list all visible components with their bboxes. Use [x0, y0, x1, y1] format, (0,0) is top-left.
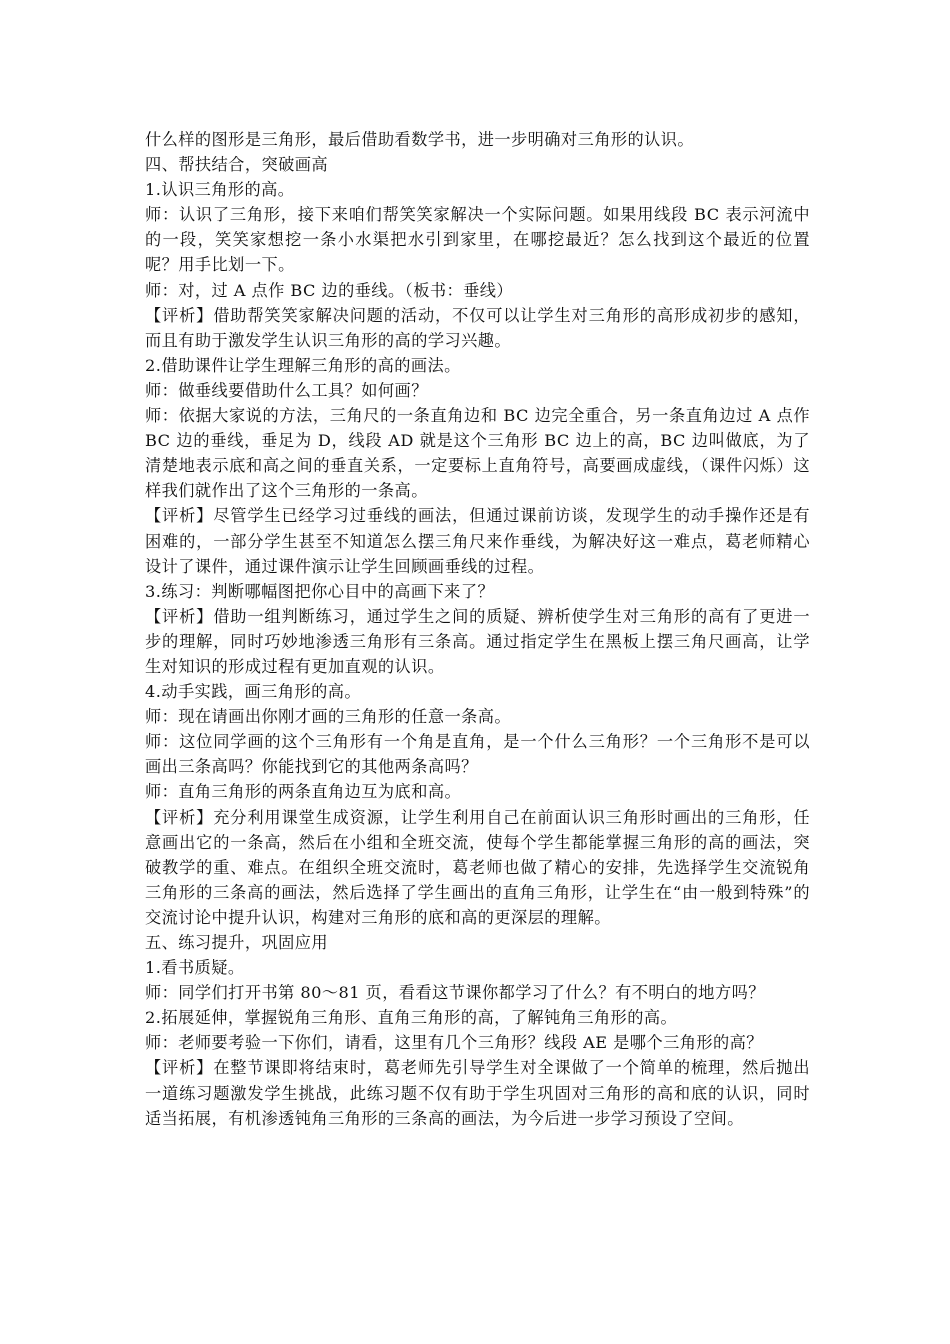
commentary-paragraph: 【评析】充分利用课堂生成资源，让学生利用自己在前面认识三角形时画出的三角形，任意画出它的一条高，然后在小组和全班交流，使每个学生都能掌握三角形的高的画法，突破教学的重、难点。在组织全班交流时，葛老师也做了精心的安排，先选择学生交流锐角三角形的三条高的画法，然后选择了学生画出的直角三角形，让学生在“由一般到特殊”的交流讨论中提升认识，构建对三角形的底和高的更深层的理解。	[145, 807, 810, 927]
document-body	[145, 127, 810, 1131]
subsection-heading: 4.动手实践，画三角形的高。	[145, 682, 361, 702]
commentary-paragraph: 【评析】借助帮笑笑家解决问题的活动，不仅可以让学生对三角形的高形成初步的感知，而且有助于激发学生认识三角形的高的学习兴趣。	[145, 305, 810, 350]
section-heading: 四、帮扶结合，突破画高	[145, 155, 329, 175]
subsection-heading: 2.借助课件让学生理解三角形的高的画法。	[145, 355, 461, 375]
commentary-paragraph: 【评析】借助一组判断练习，通过学生之间的质疑、辨析使学生对三角形的高有了更进一步的理解，同时巧妙地渗透三角形有三条高。通过指定学生在黑板上摆三角尺画高，让学生对知识的形成过程有更加直观的认识。	[145, 606, 810, 676]
subsection-heading: 1.看书质疑。	[145, 958, 245, 978]
paragraph: 师：直角三角形的两条直角边互为底和高。	[145, 782, 462, 802]
paragraph: 什么样的图形是三角形，最后借助看数学书，进一步明确对三角形的认识。	[145, 130, 695, 149]
subsection-heading: 3.练习：判断哪幅图把你心目中的高画下来了？	[145, 581, 495, 601]
paragraph: 师：做垂线要借助什么工具？如何画？	[145, 380, 428, 400]
subsection-heading: 1.认识三角形的高。	[145, 180, 295, 200]
paragraph: 师：认识了三角形，接下来咱们帮笑笑家解决一个实际问题。如果用线段 BC 表示河流中的一段，笑笑家想挖一条小水渠把水引到家里，在哪挖最近？怎么找到这个最近的位置呢？用手比划一下。	[145, 205, 810, 275]
paragraph: 师：老师要考验一下你们，请看，这里有几个三角形？线段 AE 是哪个三角形的高？	[145, 1033, 763, 1053]
section-heading: 五、练习提升，巩固应用	[145, 933, 329, 952]
paragraph: 师：依据大家说的方法，三角尺的一条直角边和 BC 边完全重合，另一条直角边过 A 点作 BC 边的垂线，垂足为 D，线段 AD 就是这个三角形 BC 边上的高，BC 边叫做底，为了清楚地表示底和高之间的垂直关系，一定要标上直角符号，高要画成虚线，（课件闪烁）这样我们就作出了这个三角形的一条高。	[145, 406, 810, 501]
paragraph: 师：同学们打开书第 80～81 页，看看这节课你都学习了什么？有不明白的地方吗？	[145, 983, 765, 1003]
paragraph: 师：现在请画出你刚才画的三角形的任意一条高。	[145, 707, 512, 727]
subsection-heading: 2.拓展延伸，掌握锐角三角形、直角三角形的高，了解钝角三角形的高。	[145, 1008, 678, 1028]
paragraph: 师：对，过 A 点作 BC 边的垂线。（板书：垂线）	[145, 280, 514, 300]
commentary-paragraph: 【评析】尽管学生已经学习过垂线的画法，但通过课前访谈，发现学生的动手操作还是有困难的，一部分学生甚至不知道怎么摆三角尺来作垂线，为解决好这一难点，葛老师精心设计了课件，通过课件演示让学生回顾画垂线的过程。	[145, 506, 810, 576]
commentary-paragraph: 【评析】在整节课即将结束时，葛老师先引导学生对全课做了一个简单的梳理，然后抛出一道练习题激发学生挑战，此练习题不仅有助于学生巩固对三角形的高和底的认识，同时适当拓展，有机渗透钝角三角形的三条高的画法，为今后进一步学习预设了空间。	[145, 1058, 810, 1128]
paragraph: 师：这位同学画的这个三角形有一个角是直角，是一个什么三角形？一个三角形不是可以画出三条高吗？你能找到它的其他两条高吗？	[145, 732, 810, 777]
